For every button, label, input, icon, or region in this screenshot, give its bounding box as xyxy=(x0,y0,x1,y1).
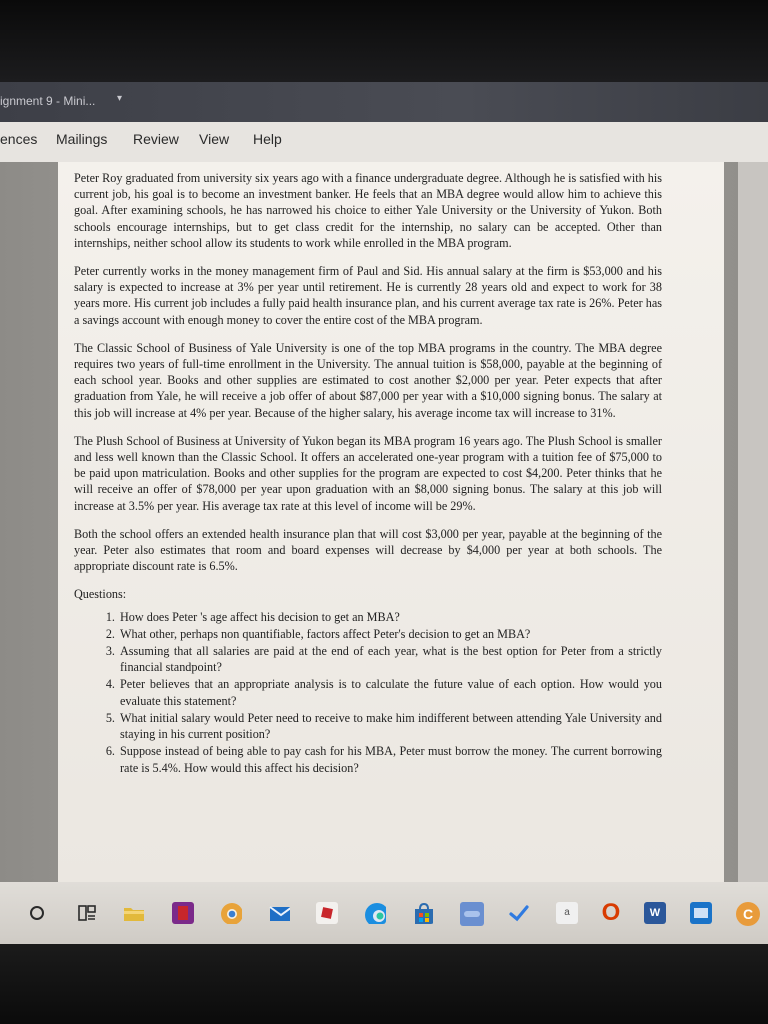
mail-icon[interactable] xyxy=(268,902,290,924)
document-content xyxy=(74,170,662,777)
word-icon[interactable] xyxy=(644,902,666,924)
office-glyph: O xyxy=(601,899,621,926)
questions-heading: Questions: xyxy=(74,587,127,602)
weather-app-icon[interactable] xyxy=(460,902,484,926)
tab-review[interactable]: Review xyxy=(133,131,179,147)
search-icon[interactable] xyxy=(26,902,48,924)
taskbar xyxy=(0,882,768,944)
onenote-icon[interactable] xyxy=(172,902,194,924)
title-bar xyxy=(0,82,768,122)
office-icon[interactable] xyxy=(600,899,622,926)
store-icon[interactable] xyxy=(412,902,434,924)
paragraph-yale: The Classic School of Business of Yale University is one of the top MBA programs in the country. The MBA degree requires two years of full-time enrollment in the University. The annual tuition is $58,000, payable at the beginning of each school year. Books and other supplies are estimated to cost another $2,000 per year. Peter expects that after graduation from Yale, he will receive a job offer of about $87,000 per year with a $10,000 signing bonus. The salary at this job will increase at 4% per year. Because of the higher salary, his average income tax will increase to 31%. xyxy=(74,340,662,420)
question-item: 2. What other, perhaps non quantifiable, factors affect Peter's decision to get an MBA? xyxy=(118,626,662,642)
tab-mailings[interactable]: Mailings xyxy=(56,131,108,147)
tab-view[interactable]: View xyxy=(199,131,230,147)
chevron-down-icon[interactable]: ▾ xyxy=(117,93,123,104)
vertical-scrollbar[interactable] xyxy=(738,162,768,882)
question-item: 1. How does Peter 's age affect his decision to get an MBA? xyxy=(118,609,662,625)
question-item: 4. Peter believes that an appropriate analysis is to calculate the future value of each option. How would you evaluate this statement? xyxy=(118,676,662,708)
tab-help[interactable]: Help xyxy=(253,131,282,147)
paragraph-intro: Peter Roy graduated from university six years ago with a finance undergraduate degree. Although he is satisfied with his current job, his goal is to become an investment banker. He feels that an MBA degree would allow him to achieve this goal. After examining schools, he has narrowed his choice to either Yale University or the University of Yukon. Both schools encourage internships, but to get class credit for the internship, no salary can be accepted. Other than internships, neither school allow its students to work while enrolled in the MBA program. xyxy=(74,171,662,250)
paragraph-current-job: Peter currently works in the money management firm of Paul and Sid. His annual salary at the firm is $53,000 and his salary is expected to increase at 3% per year until retirement. He is currently 28 years old and expect to work for 38 years more. His current job includes a fully paid health insurance plan, and his current average tax rate is 26%. Peter has a savings account with enough money to cover the entire cost of the MBA program. xyxy=(74,264,662,327)
question-item: 3. Assuming that all salaries are paid at the end of each year, what is the best option for Peter from a strictly financial standpoint? xyxy=(118,643,662,675)
question-item: 6. Suppose instead of being able to pay cash for his MBA, Peter must borrow the money. The current borrowing rate is 5.4%. How would this affect his decision? xyxy=(118,743,662,775)
file-explorer-icon[interactable] xyxy=(122,902,144,924)
amazon-glyph: a xyxy=(564,907,570,918)
edge-icon[interactable] xyxy=(364,902,386,924)
amazon-icon[interactable] xyxy=(556,902,578,924)
tab-references[interactable]: ences xyxy=(0,131,38,147)
roblox-icon[interactable] xyxy=(316,902,338,924)
monitor-bezel-bottom xyxy=(0,944,768,1024)
chrome-icon[interactable] xyxy=(220,902,242,924)
task-view-icon[interactable] xyxy=(76,902,98,924)
app-c-glyph: C xyxy=(742,906,754,922)
monitor-bezel-top xyxy=(0,0,768,82)
ribbon-tabs xyxy=(0,122,768,162)
app-c-icon[interactable] xyxy=(736,902,760,926)
questions-list xyxy=(74,609,662,776)
outlook-icon[interactable] xyxy=(690,902,712,924)
word-glyph: W xyxy=(649,907,661,919)
document-title[interactable]: ignment 9 - Mini... xyxy=(0,94,96,108)
question-item: 5. What initial salary would Peter need to receive to make him indifferent between attending Yale University and staying in his current position? xyxy=(118,710,662,742)
paragraph-health-plan: Both the school offers an extended health insurance plan that will cost $3,000 per year, payable at the beginning of the year. Peter also estimates that room and board expenses will decrease by $4,000 per year at both schools. The appropriate discount rate is 6.5%. xyxy=(74,526,662,574)
todo-check-icon[interactable] xyxy=(508,902,530,924)
paragraph-yukon: The Plush School of Business at University of Yukon began its MBA program 16 years ago. The Plush School is smaller and less well known than the Classic School. It offers an accelerated one-year program with a tuition fee of $75,000 to be paid upon matriculation. Books and other supplies for the program are expected to cost $4,200. Peter thinks that he will receive an offer of $78,000 per year upon graduation with an $8,000 signing bonus. The salary at this job will increase at 3.5% per year. His average tax rate at this level of income will be 29%. xyxy=(74,433,662,513)
